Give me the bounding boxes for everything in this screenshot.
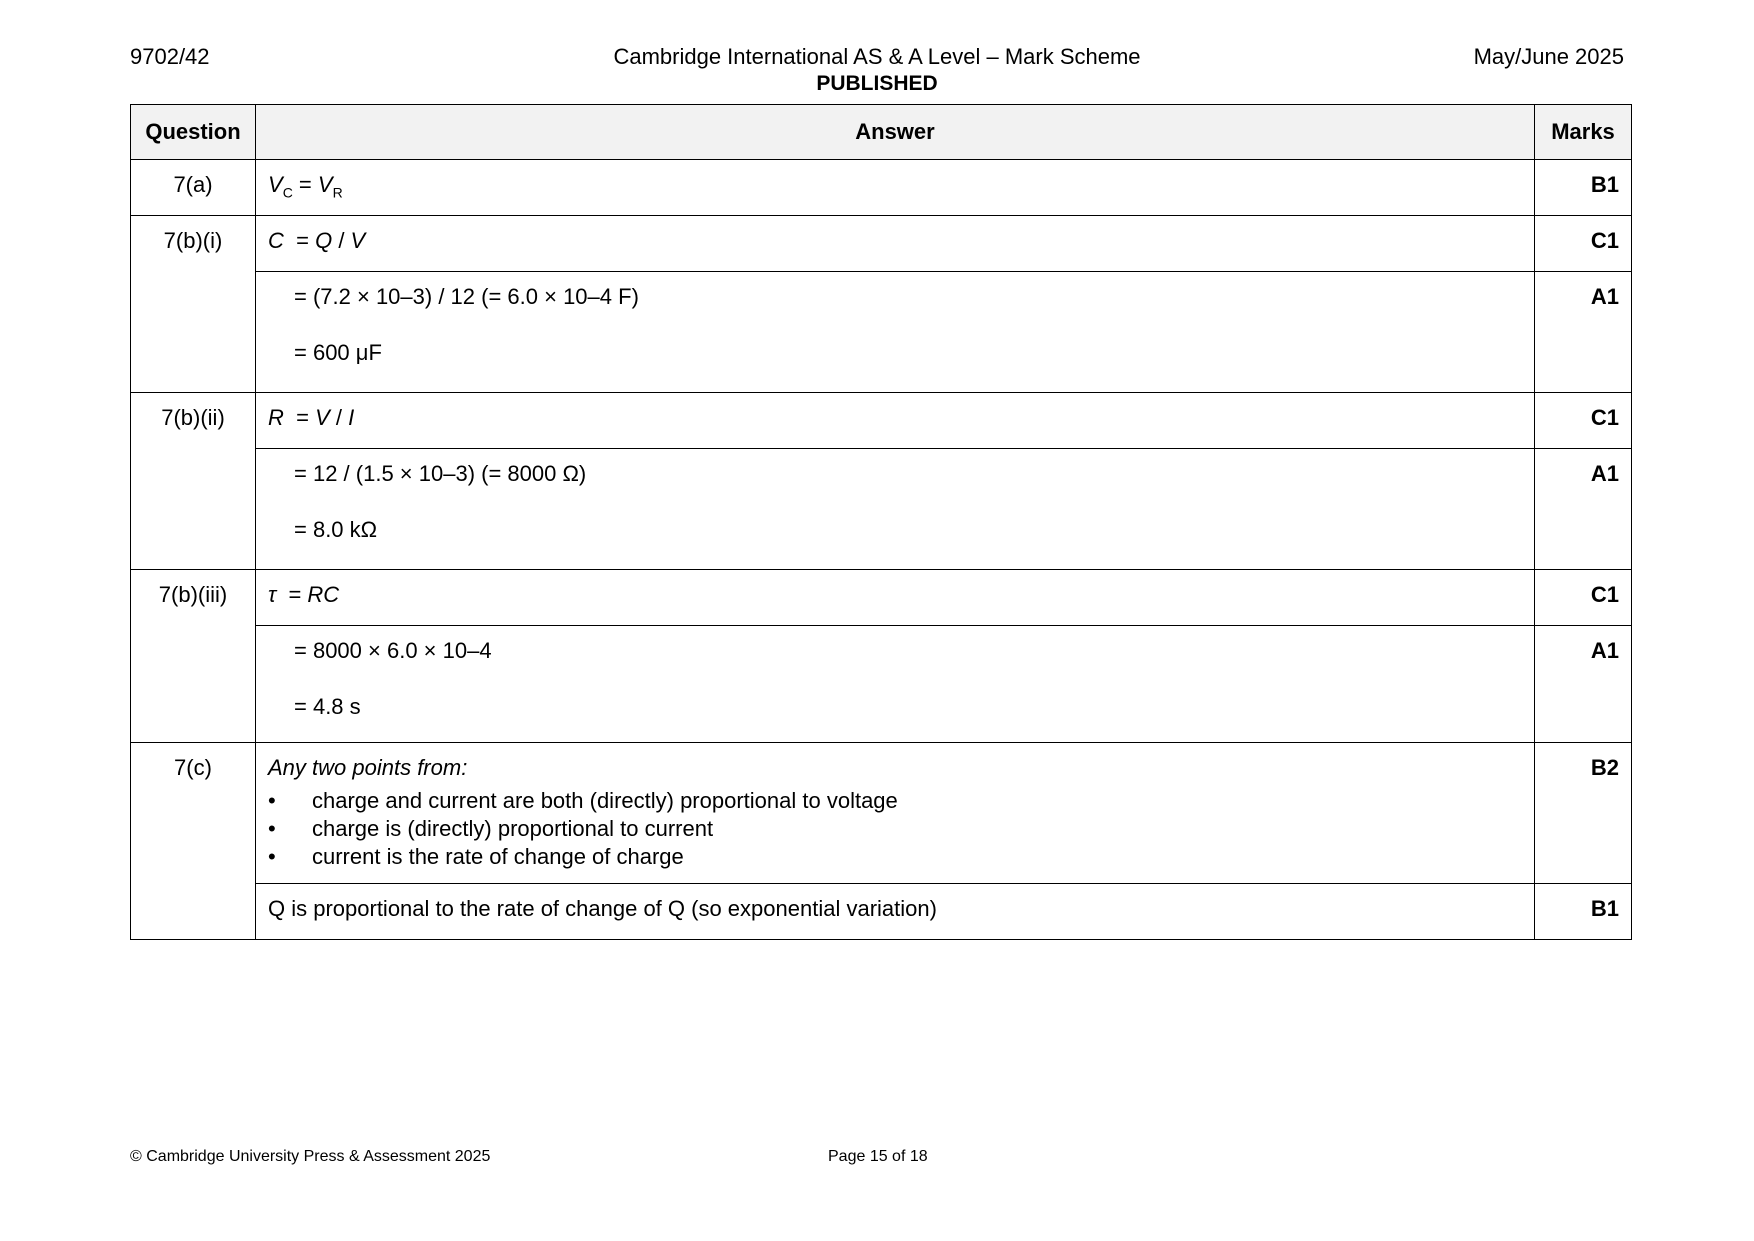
table-row (131, 160, 1632, 216)
answer-cell: Q is proportional to the rate of change of Q (so exponential variation) (256, 884, 1535, 940)
mark-scheme-table (130, 104, 1632, 940)
header-answer: Answer (256, 105, 1535, 160)
mark-cell: B1 (1535, 884, 1632, 940)
mark-cell: C1 (1535, 570, 1632, 626)
table-row (131, 626, 1632, 743)
answer-cell: C = Q / V (256, 216, 1535, 272)
exam-session: May/June 2025 (1473, 44, 1624, 69)
mark-cell: A1 (1535, 626, 1632, 743)
result-line: = 600 μF (294, 340, 382, 365)
mark-cell: B2 (1535, 743, 1632, 884)
answer-cell (256, 626, 1535, 743)
question-number: 7(a) (131, 160, 256, 216)
answer-cell (256, 743, 1535, 884)
question-number: 7(b)(iii) (131, 570, 256, 743)
question-number: 7(c) (131, 743, 256, 940)
answer-cell: $V_C = V_R$ (256, 160, 1535, 216)
list-item: • current is the rate of change of charge (268, 843, 1522, 871)
header-marks: Marks (1535, 105, 1632, 160)
copyright-notice: © Cambridge University Press & Assessment 2025 (130, 1148, 491, 1165)
result-line: = 8.0 kΩ (294, 517, 378, 542)
published-label: PUBLISHED (816, 72, 938, 95)
table-row (131, 393, 1632, 449)
answer-cell (256, 449, 1535, 570)
points-list (268, 787, 1522, 871)
working-line: = 8000 × 6.0 × 10–4 (294, 638, 492, 663)
paper-code: 9702/42 (130, 44, 210, 69)
mark-cell: A1 (1535, 272, 1632, 393)
working-line: = (7.2 × 10–3) / 12 (= 6.0 × 10–4 F) (294, 284, 639, 309)
list-item: • charge and current are both (directly) proportional to voltage (268, 787, 1522, 815)
table-row (131, 216, 1632, 272)
list-item: • charge is (directly) proportional to current (268, 815, 1522, 843)
table-row (131, 449, 1632, 570)
answer-cell: R = V / I (256, 393, 1535, 449)
header-question: Question (131, 105, 256, 160)
mark-cell: B1 (1535, 160, 1632, 216)
page-number: Page 15 of 18 (828, 1148, 928, 1165)
table-row (131, 743, 1632, 884)
table-header-row (131, 105, 1632, 160)
answer-cell: τ = RC (256, 570, 1535, 626)
working-line: = 12 / (1.5 × 10–3) (= 8000 Ω) (294, 461, 587, 486)
points-intro: Any two points from: (268, 755, 468, 780)
table-row (131, 884, 1632, 940)
answer-cell (256, 272, 1535, 393)
result-line: = 4.8 s (294, 694, 361, 719)
mark-cell: C1 (1535, 393, 1632, 449)
question-number: 7(b)(i) (131, 216, 256, 393)
question-number: 7(b)(ii) (131, 393, 256, 570)
mark-cell: A1 (1535, 449, 1632, 570)
table-row (131, 570, 1632, 626)
mark-cell: C1 (1535, 216, 1632, 272)
document-title: Cambridge International AS & A Level – Mark Scheme (613, 44, 1141, 69)
table-row (131, 272, 1632, 393)
